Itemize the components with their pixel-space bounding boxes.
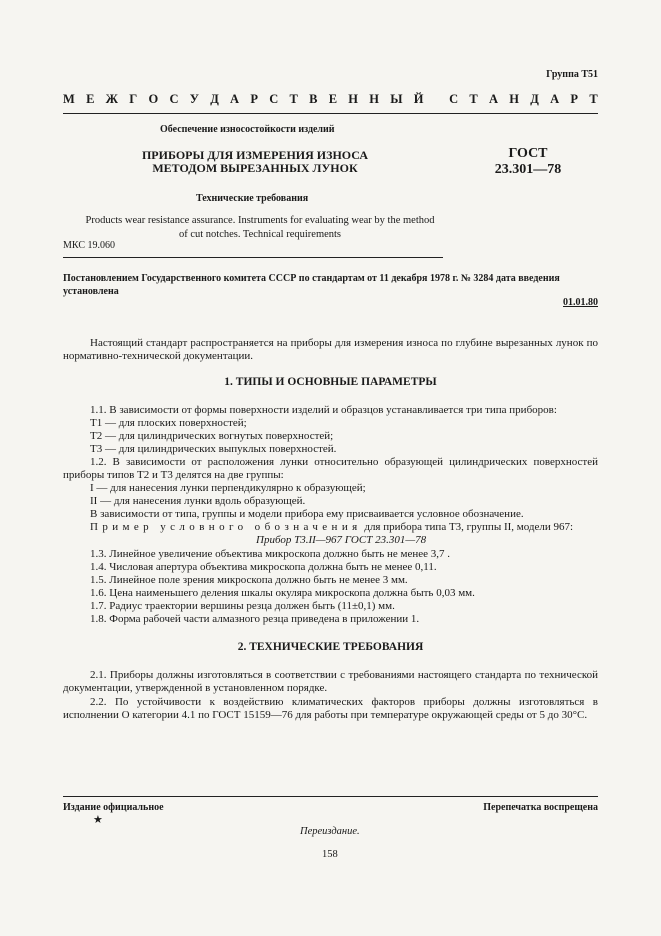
header-letter: Н (509, 92, 520, 106)
star-icon: ★ (93, 814, 103, 826)
gost-number (488, 146, 568, 178)
header-letter: У (189, 92, 199, 106)
designation-note: В зависимости от типа, группы и модели прибора ему присваивается условное обозначение. (90, 508, 524, 520)
reissue-note: Переиздание. (300, 826, 360, 837)
effective-date: 01.01.80 (563, 297, 598, 308)
header-letter: А (230, 92, 240, 106)
header-rule (63, 113, 598, 114)
header-letter: С (449, 92, 459, 106)
clause-1-1: 1.1. В зависимости от формы поверхности изделий и образцов устанавливается три типа приборов: (90, 404, 557, 416)
example-rest: для прибора типа Т3, группы II, модели 967: (361, 521, 574, 533)
header-letter: Н (369, 92, 379, 106)
clause-1-8: 1.8. Форма рабочей части алмазного резца приведена в приложении 1. (90, 613, 420, 625)
section-1-heading: 1. ТИПЫ И ОСНОВНЫЕ ПАРАМЕТРЫ (224, 376, 437, 388)
document-title (120, 149, 390, 175)
clause-1-2: 1.2. В зависимости от расположения лунки относительно образующей цилиндрических поверхностей приборы типов Т2 и Т3 делятся на две группы: (63, 456, 598, 481)
header-letter: Р (570, 92, 579, 106)
header-letter: В (309, 92, 318, 106)
header-letter: Е (86, 92, 95, 106)
intro-paragraph: Настоящий стандарт распространяется на приборы для измерения износа по глубине вырезанных лунок по нормативно-технической документации. (63, 337, 598, 362)
subtitle: Обеспечение износостойкости изделий (160, 124, 335, 135)
title-line-2: МЕТОДОМ ВЫРЕЗАННЫХ ЛУНОК (152, 161, 358, 175)
clause-2-2: 2.2. По устойчивости к воздействию климатических факторов приборы должны изготовляться в исполнении О категории 4.1 по ГОСТ 15159—76 для работы при температуре окружающей среды от 5 до 30°С. (63, 696, 598, 721)
mks-rule (63, 257, 443, 258)
type-t3: Т3 — для цилиндрических выпуклых поверхностей. (90, 443, 337, 455)
mks-code: МКС 19.060 (63, 240, 115, 251)
english-title: Products wear resistance assurance. Instruments for evaluating wear by the method of cut notches. Technical requirements (85, 215, 435, 240)
header-letter: Т (589, 92, 598, 106)
official-edition: Издание официальное (63, 802, 164, 813)
header-letter: Ы (390, 92, 403, 106)
clause-1-5: 1.5. Линейное поле зрения микроскопа должно быть не менее 3 мм. (90, 574, 408, 586)
header-letter: Д (210, 92, 219, 106)
title-line-1: ПРИБОРЫ ДЛЯ ИЗМЕРЕНИЯ ИЗНОСА (141, 148, 369, 162)
clause-1-7: 1.7. Радиус траектории вершины резца должен быть (11±0,1) мм. (90, 600, 395, 612)
header-letter: Н (348, 92, 359, 106)
clause-2-1: 2.1. Приборы должны изготовляться в соответствии с требованиями настоящего стандарта по технической документации, утвержденной в установленном порядке. (63, 669, 598, 694)
header-letter: А (489, 92, 499, 106)
header-letter: Т (469, 92, 478, 106)
footer-rule (63, 796, 598, 797)
header-letter: Д (530, 92, 539, 106)
group-i: I — для нанесения лунки перпендикулярно к образующей; (90, 482, 366, 494)
header-letter: А (550, 92, 560, 106)
header-letter: Й (413, 92, 424, 106)
group-code: Группа Т51 (546, 69, 598, 80)
gost-code: 23.301—78 (494, 162, 562, 177)
example-label: Пример условного обозначения (90, 521, 362, 533)
header-letter: М (63, 92, 75, 106)
tech-requirements-label: Технические требования (196, 193, 309, 204)
decree-text: Постановлением Государственного комитета СССР по стандартам от 11 декабря 1978 г. № 3284 дата введения установлена (63, 273, 560, 297)
header-letter: О (148, 92, 159, 106)
header-letter: Е (328, 92, 338, 106)
group-ii: II — для нанесения лунки вдоль образующей. (90, 495, 306, 507)
type-t2: Т2 — для цилиндрических вогнутых поверхностей; (90, 430, 334, 442)
type-t1: Т1 — для плоских поверхностей; (90, 417, 247, 429)
reprint-prohibited: Перепечатка воспрещена (483, 802, 598, 813)
clause-1-6: 1.6. Цена наименьшего деления шкалы окуляра микроскопа должна быть 0,03 мм. (90, 587, 475, 599)
header-letter: С (269, 92, 279, 106)
header-letter: Ж (105, 92, 119, 106)
standard-header (63, 92, 598, 107)
header-letter: Р (250, 92, 258, 106)
clause-1-4: 1.4. Числовая апертура объектива микроскопа должна быть не менее 0,11. (90, 561, 437, 573)
clause-1-3: 1.3. Линейное увеличение объектива микроскопа должно быть не менее 3,7 . (90, 548, 450, 560)
example-designation: Прибор Т3.II—967 ГОСТ 23.301—78 (256, 534, 427, 546)
header-letter: Т (289, 92, 298, 106)
example-line (90, 521, 573, 534)
gost-label: ГОСТ (508, 146, 548, 161)
header-letter: Г (129, 92, 138, 106)
header-letter (435, 92, 438, 107)
page-number: 158 (322, 849, 338, 860)
section-2-heading: 2. ТЕХНИЧЕСКИЕ ТРЕБОВАНИЯ (237, 641, 424, 653)
header-letter: С (169, 92, 179, 106)
